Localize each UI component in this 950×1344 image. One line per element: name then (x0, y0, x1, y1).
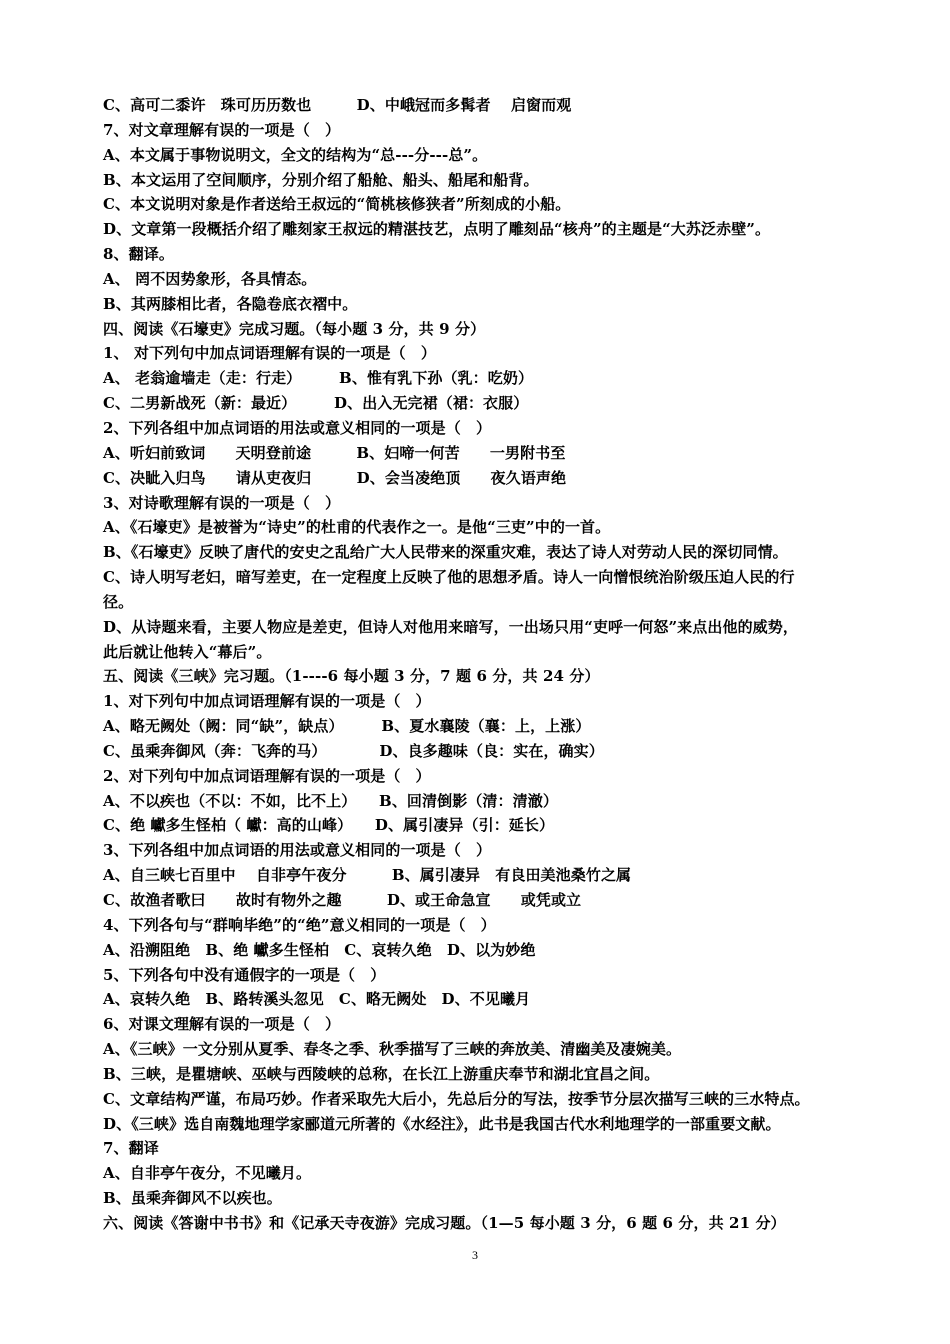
option-line: C、文章结构严谨，布局巧妙。作者采取先大后小，先总后分的写法，按季节分层次描写三峡的三水特点。 (103, 1089, 810, 1108)
question-line: 6、对课文理解有误的一项是（ ） (103, 1015, 341, 1034)
question-line: 8、翻译。 (103, 245, 174, 264)
option-line: C、故渔者歌曰 故时有物外之趣 D、或王命急宣 或凭或立 (103, 891, 582, 909)
question-line: 3、对诗歌理解有误的一项是（ ） (103, 493, 341, 512)
option-line: C、本文说明对象是作者送给王叔远的“简桃核修狭者”所刻成的小船。 (103, 195, 571, 214)
document-body (103, 93, 863, 1236)
option-line: A、 老翁逾墙走（走：行走） B、惟有乳下孙（乳：吃奶） (103, 369, 534, 388)
option-line: A、自非亭午夜分，不见曦月。 (103, 1164, 312, 1183)
option-line: C、绝 巘多生怪柏（ 巘：高的山峰） D、属引凄异（引：延长） (103, 816, 555, 835)
section-heading: 六、阅读《答谢中书书》和《记承天寺夜游》完成习题。（1—5 每小题 3 分，6 题 6 分，共 21 分） (103, 1213, 786, 1232)
question-line: 4、下列各句与“群响毕绝”的“绝”意义相同的一项是（ ） (103, 915, 496, 934)
option-line: B、本文运用了空间顺序，分别介绍了船舱、船头、船尾和船背。 (103, 170, 539, 189)
option-line: C、决眦入归鸟 请从吏夜归 D、会当凌绝顶 夜久语声绝 (103, 468, 567, 487)
option-line: D、文章第一段概括介绍了雕刻家王叔远的精湛技艺，点明了雕刻品“核舟”的主题是“大苏泛赤壁”。 (103, 220, 771, 239)
question-line: 5、下列各句中没有通假字的一项是（ ） (103, 965, 386, 984)
page-number: 3 (472, 1248, 478, 1262)
option-line-continued: 径。 (103, 592, 134, 611)
question-line: 2、下列各组中加点词语的用法或意义相同的一项是（ ） (103, 418, 492, 437)
option-line: A、沿溯阻绝 B、绝 巘多生怪柏 C、哀转久绝 D、以为妙绝 (103, 940, 536, 959)
option-line: C、高可二黍许 珠可历历数也 D、中峨冠而多髯者 启窗而观 (103, 96, 572, 114)
option-line: C、诗人明写老妇，暗写差吏，在一定程度上反映了他的思想矛盾。诗人一向憎恨统治阶级压迫人民的行 (103, 568, 795, 587)
section-heading: 四、阅读《石壕吏》完成习题。（每小题 3 分，共 9 分） (103, 319, 486, 338)
question-line: 7、翻译 (103, 1139, 159, 1158)
option-line: C、二男新战死（新：最近） D、出入无完裙（裙：衣服） (103, 394, 529, 413)
question-line: 7、对文章理解有误的一项是（ ） (103, 120, 341, 139)
option-line: D、《三峡》选自南魏地理学家郦道元所著的《水经注》，此书是我国古代水利地理学的一部重要文献。 (103, 1114, 781, 1133)
option-line: C、虽乘奔御风（奔：飞奔的马） D、良多趣味（良：实在，确实） (103, 741, 604, 760)
option-line: A、略无阙处（阙：同“缺”，缺点） B、夏水襄陵（襄：上，上涨） (103, 717, 591, 736)
option-line: B、虽乘奔御风不以疾也。 (103, 1189, 282, 1208)
option-line: A、本文属于事物说明文，全文的结构为“总---分---总”。 (103, 145, 488, 164)
option-line: A、《三峡》一文分别从夏季、春冬之季、秋季描写了三峡的奔放美、清幽美及凄婉美。 (103, 1040, 682, 1059)
option-line: A、自三峡七百里中 自非亭午夜分 B、属引凄异 有良田美池桑竹之属 (103, 866, 632, 885)
section-heading: 五、阅读《三峡》完习题。（1----6 每小题 3 分，7 题 6 分，共 24 分） (103, 667, 600, 686)
option-line: B、其两膝相比者，各隐卷底衣褶中。 (103, 294, 358, 313)
option-line: B、三峡，是瞿塘峡、巫峡与西陵峡的总称，在长江上游重庆奉节和湖北宜昌之间。 (103, 1064, 660, 1083)
option-line: D、从诗题来看，主要人物应是差吏，但诗人对他用来暗写，一出场只用“吏呼一何怒”来点出他的威势， (103, 617, 798, 636)
option-line: A、听妇前致词 天明登前途 B、妇啼一何苦 一男附书至 (103, 443, 566, 462)
option-line: B、《石壕吏》反映了唐代的安史之乱给广大人民带来的深重灾难，表达了诗人对劳动人民的深切同情。 (103, 543, 788, 562)
option-line: A、《石壕吏》是被誉为“诗史”的杜甫的代表作之一。是他“三吏”中的一首。 (103, 518, 611, 537)
question-line: 1、对下列句中加点词语理解有误的一项是（ ） (103, 692, 431, 711)
question-line: 1、 对下列句中加点词语理解有误的一项是（ ） (103, 344, 436, 363)
option-line: A、不以疾也（不以：不如，比不上） B、回清倒影（清：清澈） (103, 791, 558, 810)
option-line: A、 罔不因势象形，各具情态。 (103, 269, 317, 288)
question-line: 2、对下列句中加点词语理解有误的一项是（ ） (103, 766, 431, 785)
option-line-continued: 此后就让他转入“幕后”。 (103, 642, 272, 661)
option-line: A、哀转久绝 B、路转溪头忽见 C、略无阙处 D、不见曦月 (103, 990, 531, 1009)
question-line: 3、下列各组中加点词语的用法或意义相同的一项是（ ） (103, 841, 492, 860)
